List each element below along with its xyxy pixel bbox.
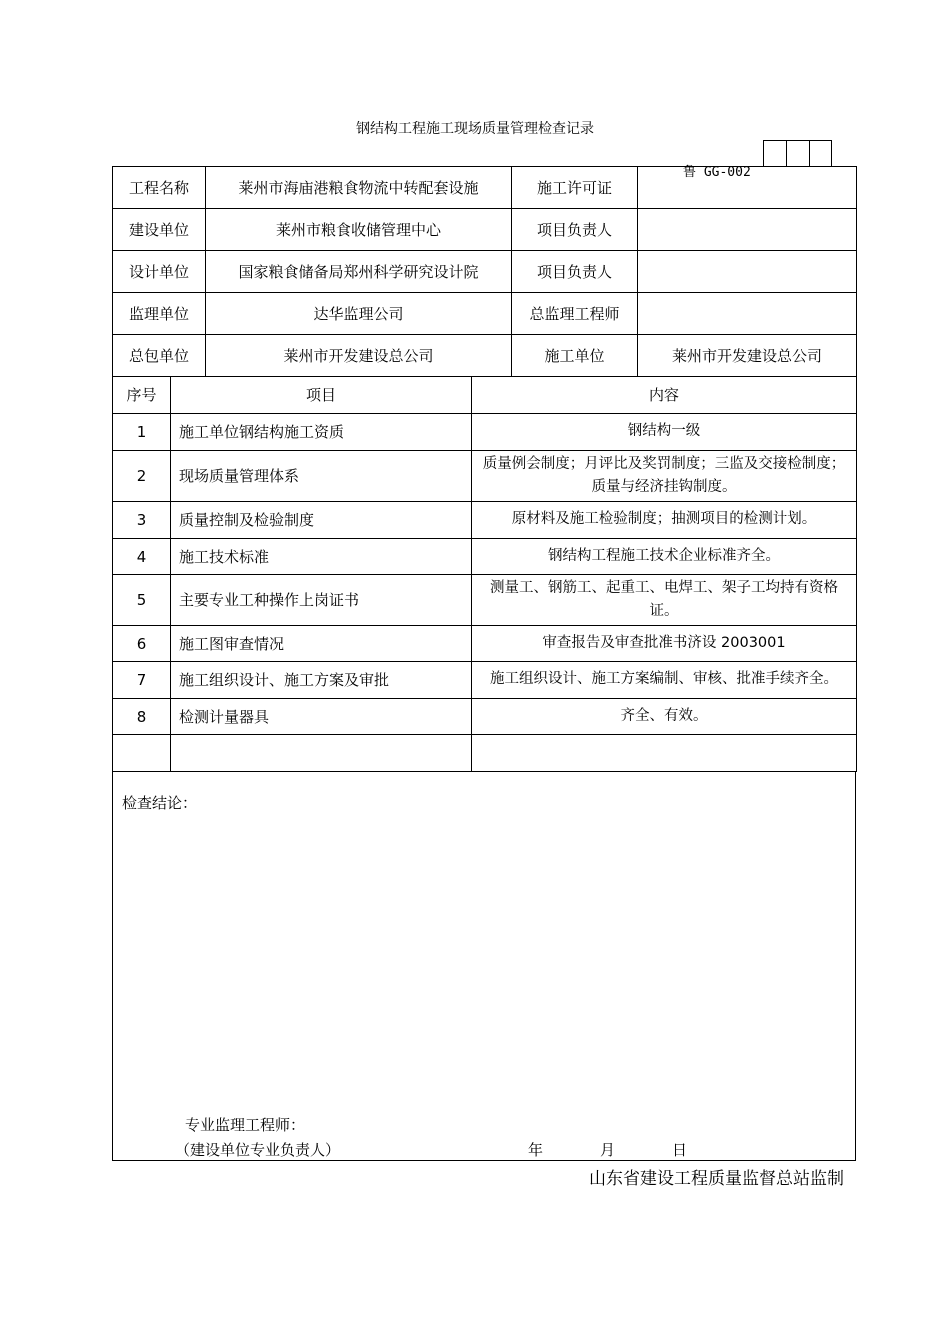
issuer-footer: 山东省建设工程质量监督总站监制 [589,1169,844,1189]
info-value [638,251,857,293]
col-header-content: 内容 [472,377,857,414]
info-label: 项目负责人 [512,209,638,251]
col-header-no: 序号 [113,377,171,414]
info-label: 设计单位 [113,251,206,293]
row-item: 施工组织设计、施工方案及审批 [171,662,472,699]
project-info-table [112,166,857,377]
row-item: 质量控制及检验制度 [171,502,472,539]
info-value [638,293,857,335]
table-row [113,414,857,451]
info-value [638,167,857,209]
row-content: 钢结构一级 [472,414,857,451]
info-row [113,293,857,335]
form-code: 鲁 GG-002 [683,165,751,180]
info-label: 建设单位 [113,209,206,251]
row-number: 2 [113,451,171,502]
info-label: 监理单位 [113,293,206,335]
col-header-item: 项目 [171,377,472,414]
table-row [113,575,857,626]
info-value: 莱州市开发建设总公司 [638,335,857,377]
table-row [113,735,857,772]
info-value: 莱州市开发建设总公司 [206,335,512,377]
row-number: 3 [113,502,171,539]
info-value [638,209,857,251]
info-label: 施工单位 [512,335,638,377]
row-item: 施工技术标准 [171,539,472,575]
engineer-signature-label: 专业监理工程师： [185,1116,306,1134]
row-item: 施工单位钢结构施工资质 [171,414,472,451]
row-content [472,735,857,772]
row-content: 质量例会制度；月评比及奖罚制度；三监及交接检制度；质量与经济挂钩制度。 [472,451,857,502]
row-content: 审查报告及审查批准书济设 2003001 [472,626,857,662]
info-label: 项目负责人 [512,251,638,293]
info-value: 国家粮食储备局郑州科学研究设计院 [206,251,512,293]
row-number [113,735,171,772]
info-label: 总包单位 [113,335,206,377]
info-row [113,167,857,209]
row-number: 1 [113,414,171,451]
row-number: 6 [113,626,171,662]
date-month: 月 [600,1141,616,1159]
conclusion-label: 检查结论： [122,794,198,812]
info-label: 施工许可证 [512,167,638,209]
row-number: 8 [113,699,171,735]
code-boxes [763,140,832,166]
row-content: 施工组织设计、施工方案编制、审核、批准手续齐全。 [472,662,857,699]
inspection-items-table [112,376,857,772]
table-header-row [113,377,857,414]
row-item: 检测计量器具 [171,699,472,735]
info-row [113,209,857,251]
table-row [113,539,857,575]
date-day: 日 [672,1141,688,1159]
table-row [113,451,857,502]
info-value: 莱州市粮食收储管理中心 [206,209,512,251]
date-year: 年 [528,1141,544,1159]
conclusion-section [112,771,856,1161]
info-value: 莱州市海庙港粮食物流中转配套设施 [206,167,512,209]
row-item: 施工图审查情况 [171,626,472,662]
row-content: 测量工、钢筋工、起重工、电焊工、架子工均持有资格证。 [472,575,857,626]
table-row [113,626,857,662]
row-number: 5 [113,575,171,626]
row-item: 现场质量管理体系 [171,451,472,502]
info-label: 工程名称 [113,167,206,209]
document-title: 钢结构工程施工现场质量管理检查记录 [356,121,594,137]
table-row [113,502,857,539]
info-label: 总监理工程师 [512,293,638,335]
table-row [113,662,857,699]
row-item [171,735,472,772]
table-row [113,699,857,735]
owner-rep-signature-label: （建设单位专业负责人） [175,1141,341,1159]
row-number: 7 [113,662,171,699]
info-value: 达华监理公司 [206,293,512,335]
row-content: 钢结构工程施工技术企业标准齐全。 [472,539,857,575]
row-item: 主要专业工种操作上岗证书 [171,575,472,626]
row-number: 4 [113,539,171,575]
row-content: 齐全、有效。 [472,699,857,735]
info-row [113,335,857,377]
info-row [113,251,857,293]
row-content: 原材料及施工检验制度；抽测项目的检测计划。 [472,502,857,539]
